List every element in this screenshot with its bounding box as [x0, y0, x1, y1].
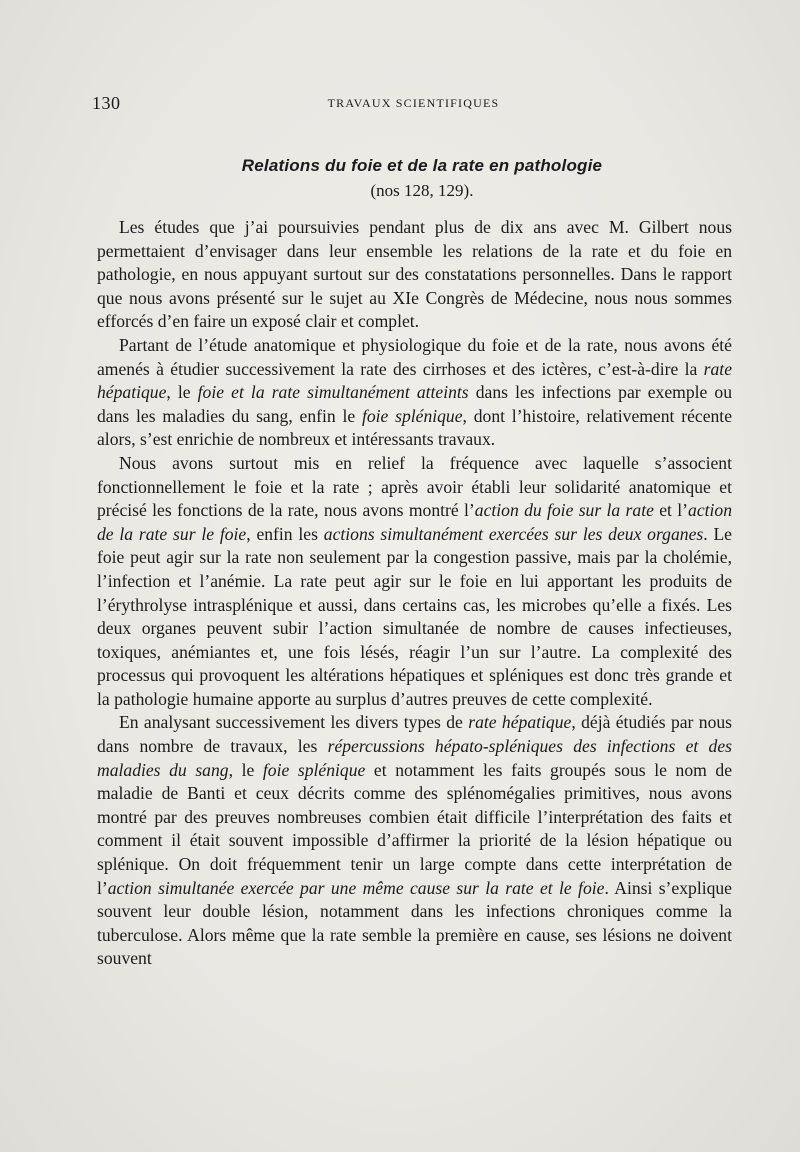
- running-head: TRAVAUX SCIENTIFIQUES: [327, 96, 500, 110]
- text-run: . Ainsi s’explique souvent leur double lésion, notamment dans les infections chroniques comme la tuberculose. Alors même que la rate semble la première en cause, ses lésions ne doivent souvent: [97, 877, 732, 969]
- paragraph: [97, 216, 732, 334]
- text-run: , enfin les: [246, 523, 324, 544]
- paragraph: [97, 711, 732, 971]
- text-run: En analysant successivement les divers types de: [119, 712, 469, 733]
- text-run: Partant de l’étude anatomique et physiologique du foie et de la rate, nous avons été amenés à étudier successivement la rate des cirrhoses et des ictères, c’est-à-dire la: [97, 334, 732, 379]
- text-run: dans les infections par exemple ou dans les maladies du sang, enfin le: [97, 382, 732, 426]
- paragraph: [97, 334, 732, 452]
- text-run: , le: [166, 382, 198, 403]
- section-subtitle: (nos 128, 129).: [370, 181, 474, 200]
- italic-term: action simultanée exercée par une même cause sur la rate et le foie: [107, 877, 605, 898]
- text-run: Les études que j’ai poursuivies pendant plus de dix ans avec M. Gilbert nous permettaient d’envisager dans leur ensemble les relations de la rate et du foie en pathologie, en nous appuyant surtout sur des constatations personnelles. Dans le rapport que nous avons présenté sur le sujet au XIe Congrès de Médecine, nous nous sommes efforcés d’en faire un exposé clair et complet.: [97, 217, 732, 332]
- text-run: et l’: [653, 500, 689, 521]
- text-run: et notamment les faits groupés sous le nom de maladie de Banti et ceux décrits comme des splénomégalies primitives, nous avons montré par des preuves nombreuses combien était difficile l’interprétation des faits et comment il était souvent impossible d’affirmer la priorité de la lésion hépatique ou splénique. On doit fréquemment tenir un large compte dans cette interprétation de l’: [97, 759, 733, 898]
- section-title: Relations du foie et de la rate en pathologie: [241, 156, 603, 175]
- page-header: [92, 93, 735, 117]
- text-run: , déjà étudiés par nous dans nombre de travaux, les: [97, 712, 733, 757]
- text-run: Nous avons surtout mis en relief la fréquence avec laquelle s’associent fonctionnellement le foie et la rate ; après avoir établi leur solidarité anatomique et précisé les fonctions de la rate, nous avons montré l’: [97, 452, 732, 521]
- text-run: . Le foie peut agir sur la rate non seulement par la congestion passive, mais par la cholémie, l’infection et l’anémie. La rate peut agir sur le foie en lui apportant les produits de l’érythrolyse intrasplénique et aussi, dans certains cas, les microbes qu’elle a fixés. Les deux organes peuvent subir l’action simultanée de nombre de causes infectieuses, toxiques, anémiantes et, une fois lésés, réagir l’un sur l’autre. La complexité des processus qui provoquent les altérations hépatiques et spléniques est donc très grande et la pathologie humaine apporte au surplus d’autres preuves de cette complexité.: [97, 523, 732, 709]
- text-run: , dont l’histoire, relativement récente alors, s’est enrichie de nombreux et intéressants travaux.: [97, 405, 732, 450]
- italic-term: action de la rate sur le foie: [97, 500, 732, 544]
- italic-term: foie splénique: [361, 405, 463, 426]
- italic-term: actions simultanément exercées sur les deux organes: [323, 523, 704, 544]
- italic-term: rate hépatique: [97, 358, 732, 403]
- italic-term: rate hépatique: [468, 712, 572, 733]
- italic-term: action du foie sur la rate: [474, 500, 654, 521]
- body-text: [97, 216, 732, 971]
- page-number: 130: [92, 93, 121, 113]
- italic-term: foie splénique: [262, 759, 366, 780]
- italic-term: répercussions hépato-spléniques des infections et des maladies du sang: [97, 736, 732, 780]
- paragraph: [97, 452, 732, 712]
- text-run: , le: [228, 759, 263, 780]
- italic-term: foie et la rate simultanément atteints: [197, 382, 469, 403]
